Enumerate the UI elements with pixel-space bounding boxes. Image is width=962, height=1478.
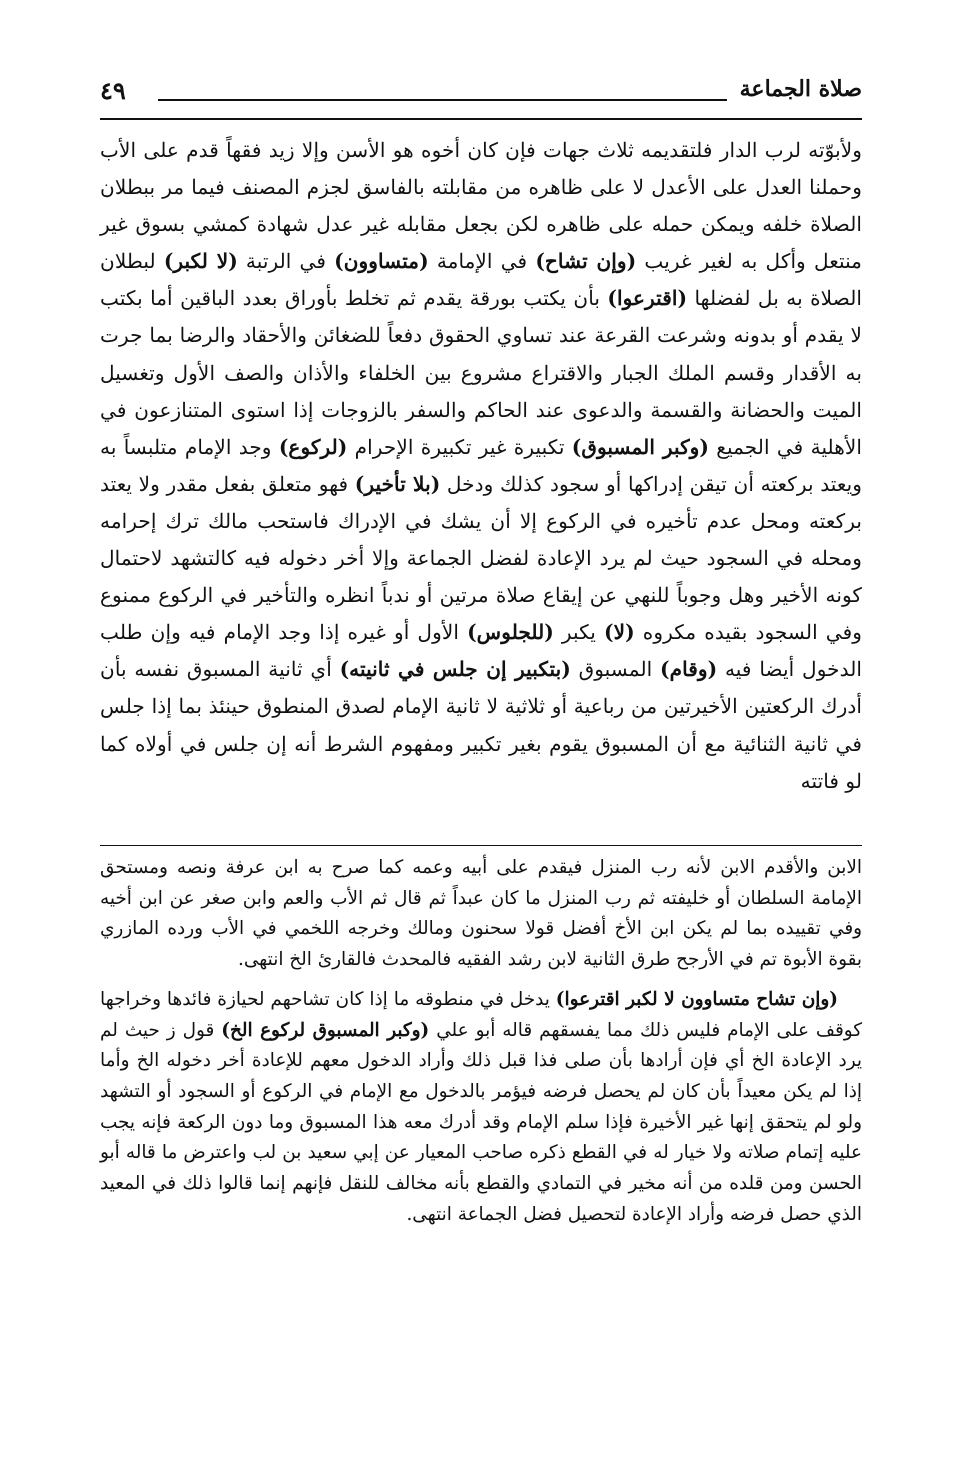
text-run: ولأبوّته لرب الدار فلتقديمه ثلاث جهات فإن كان أخوه هو الأسن وإلا زيد فقهاً قدم على الأب وحملنا العدل على الأعدل لا على ظاهره من مقابلته بالفاسق لجزم المصنف فيما مر ببطلان الصلاة خلفه ويمكن حمله على ظاهره لكن بجعل مقابله غير عدل شهادة كمشي بسوق غير منتعل وأكل به لغير غريب [100, 138, 862, 274]
text-run: الأول أو غيره إذا وجد الإمام فيه وإن طلب الدخول أيضا فيه [100, 620, 862, 682]
bold-phrase: (وكبر المسبوق) [571, 434, 709, 459]
main-text [100, 132, 862, 800]
bold-phrase: (وإن تشاح) [535, 249, 637, 274]
header-rule [158, 99, 727, 101]
text-run: تكبيرة غير تكبيرة الإحرام [347, 434, 572, 459]
footnotes [100, 853, 862, 1230]
footnote-separator [100, 845, 862, 846]
bold-phrase: (اقترعوا) [607, 286, 688, 311]
footnote-paragraph [100, 985, 862, 1231]
text-run: فهو متعلق بفعل مقدر ولا يعتد بركعته ومحل عدم تأخيره في الركوع إلا أن يشك في الإدراك فاستحب مالك ترك إحرامه ومحله في السجود حيث لم يرد الإعادة لفضل الجماعة وإلا أخر دخوله فيه كالتشهد لاحتمال كونه الأخير وهل وجوباً للنهي عن إيقاع صلاة مرتين أو ندباً انظره والتأخير في الركوع ممنوع وفي السجود بقيده مكروه [100, 471, 862, 645]
text-run: المسبوق [570, 657, 661, 682]
text-run: في الرتبة [237, 249, 335, 274]
header-bottom-rule [100, 118, 862, 120]
running-title: صلاة الجماعة [739, 76, 862, 102]
text-run: لبطلان الصلاة به بل لفضلها [100, 249, 862, 311]
bold-phrase: (وقام) [660, 657, 718, 682]
text-run: بأن يكتب بورقة يقدم ثم تخلط بأوراق بعدد الباقين أما بكتب لا يقدم أو بدونه وشرعت القرعة عند تساوي الحقوق دفعاً للضغائن والأحقاد والرضا بما جرت به الأقدار وقسم الملك الجبار والاقتراع مشروع بين الخلفاء والأذان والصف الأول وتغسيل الميت والحضانة والقسمة والدعوى عند الحاكم والسفر بالزوجات إذا استوى المتنازعون في الأهلية في الجميع [100, 286, 862, 459]
text-run: الابن والأقدم الابن لأنه رب المنزل فيقدم على أبيه وعمه كما صرح به ابن عرفة ونصه ومستحق الإمامة السلطان أو خليفته ثم رب المنزل ما كان عبداً ثم قال ثم الأب والعم وابن صغر عن ابن أخيه وفي تقييده بما لم يكن ابن الأخ أفضل قولا سحنون ومالك وخرجه اللخمي في الأب ورده المازري بقوة الأبوة تم في الأرجح طرق الثانية لابن رشد الفقيه فالمحدث فالقارئ الخ انتهى. [100, 857, 862, 971]
bold-phrase: (بلا تأخير) [354, 471, 441, 496]
bold-phrase: (لا لكبر) [163, 249, 238, 274]
footnote-paragraph [100, 853, 862, 976]
text-run: قول ز حيث لم يرد الإعادة الخ أي فإن أرادها بأن صلى فذا قبل ذلك وأراد الدخول معهم للإعادة أخر دخوله الخ وأما إذا لم يكن معيداً بأن كان لم يحصل فرضه فيؤمر بالدخول مع الإمام في الركوع أو السجود أو التشهد ولو لم يتحقق إنها غير الأخيرة فإذا سلم الإمام وقد أدرك معه هذا المسبوق وما دون الركعة فإنه يجب عليه إتمام صلاته ولا خيار له في القطع ذكره صاحب المعيار عن إبي سعيد بن لب واعترض ما قاله أبو الحسن ومن قلده من أنه مخير في التمادي والقطع بأنه مخالف للنقل فإنهم إنما قالوا ذلك في المعيد الذي حصل فرضه وأراد الإعادة لتحصيل فضل الجماعة انتهى. [100, 1019, 862, 1225]
bold-phrase: (وإن تشاح متساوون لا لكبر اقترعوا) [555, 988, 838, 1010]
page-header [100, 74, 862, 108]
bold-phrase: (للجلوس) [467, 620, 554, 645]
bold-phrase: (لركوع) [278, 434, 348, 459]
text-run: أي ثانية المسبوق نفسه بأن أدرك الركعتين الأخيرتين من رباعية أو ثلاثية لا ثانية الإمام لصدق المنطوق حينئذ بما إذا جلس في ثانية الثنائية مع أن المسبوق يقوم بغير تكبير ومفهوم الشرط أنه إن جلس في أولاه كما لو فاتته [100, 657, 862, 793]
bold-phrase: (متساوون) [334, 249, 429, 274]
bold-phrase: (بتكبير إن جلس في ثانيته) [339, 657, 571, 682]
text-run: يدخل في منطوقه ما إذا كان تشاحهم لحيازة فائدها وخراجها كوقف على الإمام فليس ذلك مما يفسقهم قاله أبو علي [100, 988, 863, 1041]
bold-phrase: (وكبر المسبوق لركوع الخ) [221, 1019, 430, 1041]
bold-phrase: (لا) [604, 620, 635, 645]
text-run: يكبر [553, 620, 605, 645]
text-run: في الإمامة [428, 249, 536, 274]
text-run: وجد الإمام متلبساً به ويعتد بركعته أن تيقن إدراكها أو سجود كذلك ودخل [100, 434, 862, 496]
page-number: ٤٩ [100, 76, 126, 105]
